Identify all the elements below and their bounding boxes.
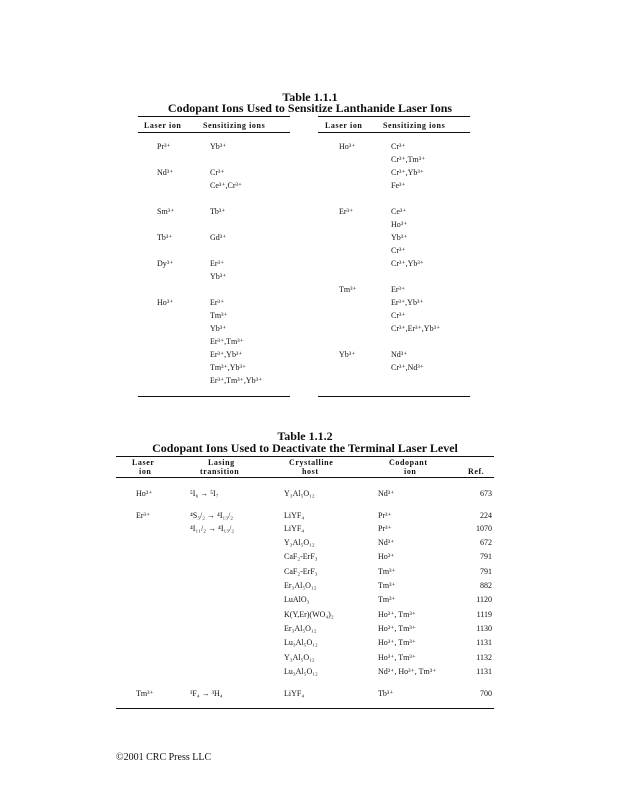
table2-codopant-ion: Tm³⁺ <box>378 595 396 604</box>
table2-ref: 1131 <box>476 638 492 647</box>
table1-header-rule-right <box>318 132 470 133</box>
table1-laser-ion: Dy³⁺ <box>157 259 174 268</box>
table1-sensitizing-ion: Yb³⁺ <box>210 272 227 281</box>
table1-sensitizing-ion: Cr³⁺ <box>391 246 406 255</box>
table1-sensitizing-ion: Cr³⁺,Nd³⁺ <box>391 363 425 372</box>
table1-number: Table 1.1.1 <box>282 90 338 104</box>
table2-codopant-ion: Pr³⁺ <box>378 511 392 520</box>
table1-sensitizing-ion: Cr³⁺ <box>391 311 406 320</box>
table1-sensitizing-ion: Nd³⁺ <box>391 350 408 359</box>
table2-codopant-ion: Ho³⁺, Tm³⁺ <box>378 610 416 619</box>
table1-bottom-rule-right <box>318 396 470 397</box>
table1-laser-ion: Ho³⁺ <box>339 142 356 151</box>
table1-laser-ion: Yb³⁺ <box>339 350 356 359</box>
table1-sensitizing-ion: Fe³⁺ <box>391 181 406 190</box>
table1-sensitizing-ion: Cr³⁺,Er³⁺,Yb³⁺ <box>391 324 441 333</box>
table2-crystalline-host: Y₃Al₅O₁₂ <box>284 489 315 498</box>
table1-sensitizing-ion: Yb³⁺ <box>210 142 227 151</box>
table2-crystalline-host: CaF₂-ErF₃ <box>284 567 318 576</box>
table2-crystalline-host: LiYF₄ <box>284 511 305 520</box>
table1-sensitizing-ion: Ce³⁺ <box>391 207 407 216</box>
table1-caption: Codopant Ions Used to Sensitize Lanthanide Laser Ions <box>167 101 453 115</box>
table1-sensitizing-ion: Cr³⁺,Yb³⁺ <box>391 259 425 268</box>
table1-sensitizing-ion: Er³⁺,Tm³⁺,Yb³⁺ <box>210 376 263 385</box>
table2-crystalline-host: CaF₂-ErF₃ <box>284 552 318 561</box>
table2-ref: 1130 <box>476 624 492 633</box>
table2-crystalline-host: LuAlO₃ <box>284 595 310 604</box>
table1-sensitizing-ion: Cr³⁺ <box>210 168 225 177</box>
table2-lasing-transition: ⁴S₃/₂ → ⁴I₁₃/₂ <box>190 511 234 520</box>
table1-top-rule-right <box>318 116 470 117</box>
table1-sensitizing-ion: Er³⁺,Tm³⁺ <box>210 337 244 346</box>
table1-sensitizing-ion: Yb³⁺ <box>210 324 227 333</box>
table2-codopant-ion: Nd³⁺ <box>378 538 395 547</box>
table2-codopant-ion: Ho³⁺ <box>378 552 395 561</box>
table2-ref: 673 <box>480 489 492 498</box>
table2-header-lasing: Lasing <box>208 458 235 467</box>
table2-ref: 224 <box>480 511 492 520</box>
table1-header-sensitizing-left: Sensitizing ions <box>203 121 266 130</box>
table2-laser-ion: Er³⁺ <box>136 511 151 520</box>
table1-laser-ion: Nd³⁺ <box>157 168 174 177</box>
table1-sensitizing-ion: Cr³⁺ <box>391 142 406 151</box>
copyright-footer: ©2001 CRC Press LLC <box>116 752 212 763</box>
table2-codopant-ion: Nd³⁺, Ho³⁺, Tm³⁺ <box>378 667 437 676</box>
table2-codopant-ion: Tm³⁺ <box>378 581 396 590</box>
table1-sensitizing-ion: Cr³⁺,Yb³⁺ <box>391 168 425 177</box>
table2-header-crystalline: Crystalline <box>289 458 334 467</box>
table2-codopant-ion: Tb³⁺ <box>378 689 394 698</box>
table2-ref: 672 <box>480 538 492 547</box>
table1-bottom-rule-left <box>138 396 290 397</box>
table2-crystalline-host: K(Y,Er)(WO₄)₂ <box>284 610 334 619</box>
table2-crystalline-host: Lu₃Al₅O₁₂ <box>284 667 318 676</box>
table1-laser-ion: Pr³⁺ <box>157 142 171 151</box>
table2-codopant-ion: Nd³⁺ <box>378 489 395 498</box>
table1-laser-ion: Sm³⁺ <box>157 207 175 216</box>
table1-sensitizing-ion: Tb³⁺ <box>210 207 226 216</box>
table2-header-ion: ion <box>139 467 152 476</box>
table2-header-codopant-ion: ion <box>404 467 417 476</box>
table2-ref: 791 <box>480 567 492 576</box>
table2-lasing-transition: ⁵I₆ → ⁵I₇ <box>190 489 219 498</box>
table1-sensitizing-ion: Er³⁺ <box>210 298 225 307</box>
table2-ref: 791 <box>480 552 492 561</box>
table2-ref: 1070 <box>476 524 492 533</box>
table1-sensitizing-ion: Er³⁺,Yb³⁺ <box>391 298 424 307</box>
table1-top-rule-left <box>138 116 290 117</box>
table1-sensitizing-ion: Yb³⁺ <box>391 233 408 242</box>
table1-sensitizing-ion: Ho³⁺ <box>391 220 408 229</box>
table2-ref: 882 <box>480 581 492 590</box>
table1-header-sensitizing-right: Sensitizing ions <box>383 121 446 130</box>
table2-ref: 700 <box>480 689 492 698</box>
table2-crystalline-host: LiYF₄ <box>284 524 305 533</box>
table2-crystalline-host: Lu₃Al₅O₁₂ <box>284 638 318 647</box>
table2-codopant-ion: Ho³⁺, Tm³⁺ <box>378 624 416 633</box>
table2-header-transition: transition <box>200 467 240 476</box>
table1-header-laser-ion-right: Laser ion <box>325 121 363 130</box>
table1-header-laser-ion-left: Laser ion <box>144 121 182 130</box>
table1-sensitizing-ion: Tm³⁺ <box>210 311 228 320</box>
table1-sensitizing-ion: Tm³⁺,Yb³⁺ <box>210 363 247 372</box>
table2-ref: 1132 <box>476 653 492 662</box>
table2-bottom-rule <box>116 708 494 709</box>
table2-codopant-ion: Ho³⁺, Tm³⁺ <box>378 638 416 647</box>
table2-crystalline-host: Y₃Al₅O₁₂ <box>284 653 315 662</box>
table2-crystalline-host: Y₃Al₅O₁₂ <box>284 538 315 547</box>
table1-sensitizing-ion: Cr³⁺,Tm³⁺ <box>391 155 426 164</box>
table2-lasing-transition: ³F₄ → ³H₄ <box>190 689 223 698</box>
table2-header-ref: Ref. <box>468 467 485 476</box>
table2-header-codopant: Codopant <box>389 458 428 467</box>
table2-codopant-ion: Pr³⁺ <box>378 524 392 533</box>
table2-ref: 1119 <box>476 610 492 619</box>
table1-header-rule-left <box>138 132 290 133</box>
table2-crystalline-host: LiYF₄ <box>284 689 305 698</box>
table1-laser-ion: Er³⁺ <box>339 207 354 216</box>
table1-sensitizing-ion: Er³⁺ <box>210 259 225 268</box>
table2-crystalline-host: Er₃Al₅O₁₂ <box>284 624 317 633</box>
table2-laser-ion: Ho³⁺ <box>136 489 153 498</box>
table1-sensitizing-ion: Er³⁺ <box>391 285 406 294</box>
table2-crystalline-host: Er₃Al₅O₁₂ <box>284 581 317 590</box>
table1-laser-ion: Tb³⁺ <box>157 233 173 242</box>
table2-lasing-transition: ⁴I₁₁/₂ → ⁴I₁₃/₂ <box>190 524 235 533</box>
table1-laser-ion: Ho³⁺ <box>157 298 174 307</box>
table2-codopant-ion: Ho³⁺, Tm³⁺ <box>378 653 416 662</box>
table2-caption: Codopant Ions Used to Deactivate the Terminal Laser Level <box>152 441 458 455</box>
table2-top-rule <box>116 456 494 457</box>
table2-codopant-ion: Tm³⁺ <box>378 567 396 576</box>
table2-laser-ion: Tm³⁺ <box>136 689 154 698</box>
table2-header-host: host <box>302 467 319 476</box>
table2-header-laser: Laser <box>132 458 155 467</box>
table1-laser-ion: Tm³⁺ <box>339 285 357 294</box>
table2-ref: 1120 <box>476 595 492 604</box>
table1-sensitizing-ion: Gd³⁺ <box>210 233 227 242</box>
table2-number: Table 1.1.2 <box>277 429 333 443</box>
table2-header-rule <box>116 477 494 478</box>
table1-sensitizing-ion: Ce³⁺,Cr³⁺ <box>210 181 243 190</box>
table1-sensitizing-ion: Er³⁺,Yb³⁺ <box>210 350 243 359</box>
table2-ref: 1131 <box>476 667 492 676</box>
